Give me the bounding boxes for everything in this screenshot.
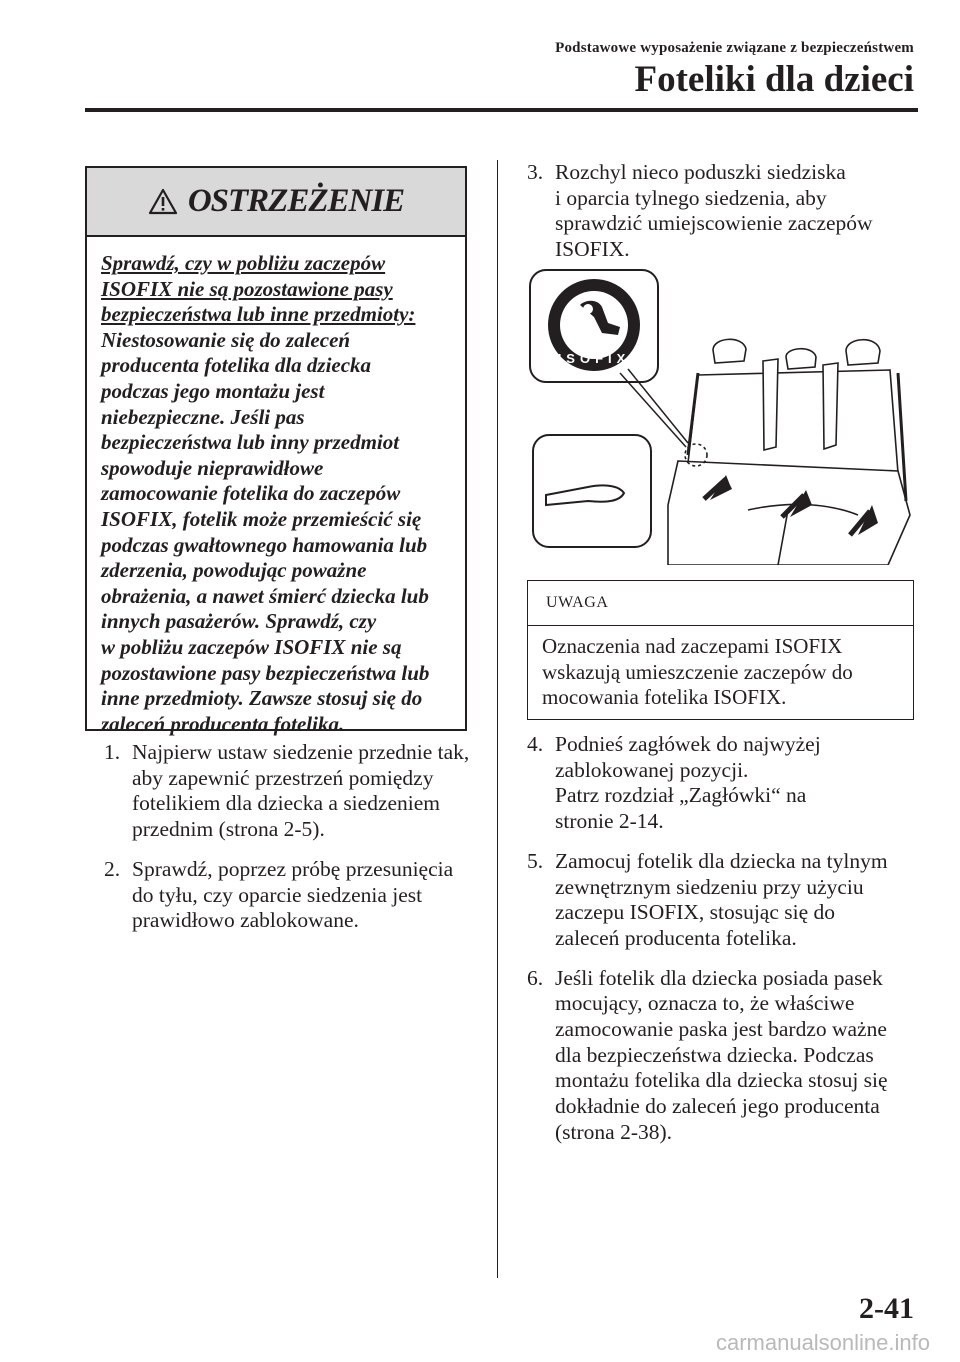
step-item xyxy=(104,740,484,843)
step-line: przednim (strona 2-5). xyxy=(132,817,325,842)
step-line: montażu fotelika dla dziecka stosuj się xyxy=(555,1068,888,1093)
step-line: zablokowanej pozycji. xyxy=(555,757,749,782)
step-number: 4. xyxy=(527,732,544,756)
step-number: 3. xyxy=(527,160,544,184)
warning-text xyxy=(87,237,465,737)
note-line: wskazują umieszczenie zaczepów do xyxy=(542,659,853,684)
section-heading: Podstawowe wyposażenie związane z bezpieczeństwem xyxy=(555,40,914,56)
watermark: carmanualsonline.info xyxy=(715,1330,930,1355)
warning-line: innych pasażerów. Sprawdź, czy xyxy=(101,609,377,634)
warning-line: podczas gwałtownego hamowania lub xyxy=(101,532,428,557)
step-line: mocujący, oznacza to, że właściwe xyxy=(555,991,855,1016)
page-number: 2-41 xyxy=(859,1292,914,1325)
note-title: UWAGA xyxy=(528,581,913,626)
step-number: 6. xyxy=(527,965,544,990)
step-line: zamocowanie paska jest bardzo ważne xyxy=(555,1017,887,1042)
warning-line: producenta fotelika dla dziecka xyxy=(101,353,372,378)
step-line: i oparcia tylnego siedzenia, aby xyxy=(555,185,827,210)
step-line: zaczepu ISOFIX, stosując się do xyxy=(555,900,836,925)
step-number: 5. xyxy=(527,848,544,873)
step-line: Podnieś zagłówek do najwyżej xyxy=(555,732,821,756)
step-item xyxy=(527,160,927,263)
step-line: Najpierw ustaw siedzenie przednie tak, xyxy=(132,740,470,764)
step-line: prawidłowo zablokowane. xyxy=(132,908,359,933)
warning-line: inne przedmioty. Zawsze stosuj się do xyxy=(101,686,423,711)
header-divider xyxy=(85,108,918,112)
isofix-symbol-text: ISOFIX xyxy=(557,351,631,366)
warning-box xyxy=(85,166,467,736)
steps-list-right-top xyxy=(527,160,927,277)
step-line: fotelikiem dla dziecka a siedzeniem xyxy=(132,791,441,816)
note-text xyxy=(528,626,913,711)
step-line: Jeśli fotelik dla dziecka posiada pasek xyxy=(555,965,883,990)
column-divider xyxy=(497,160,498,1278)
warning-line: zaleceń producenta fotelika. xyxy=(101,711,345,736)
step-line: dla bezpieczeństwa dziecka. Podczas xyxy=(555,1042,874,1067)
step-line: aby zapewnić przestrzeń pomiędzy xyxy=(132,765,434,790)
step-line: zewnętrznym siedzeniu przy użyciu xyxy=(555,874,864,899)
warning-lead-line: Sprawdź, czy w pobliżu zaczepów xyxy=(101,251,386,275)
step-line: stronie 2-14. xyxy=(555,809,664,834)
warning-line: bezpieczeństwa lub inny przedmiot xyxy=(101,430,400,455)
warning-line: zamocowanie fotelika do zaczepów xyxy=(101,481,401,506)
warning-line: pozostawione pasy bezpieczeństwa lub xyxy=(101,660,430,685)
warning-line: obrażenia, a nawet śmierć dziecka lub xyxy=(101,583,429,608)
steps-list-left xyxy=(104,740,484,948)
warning-lead-line: ISOFIX nie są pozostawione pasy xyxy=(101,276,393,301)
step-line: dokładnie do zaleceń jego producenta xyxy=(555,1094,880,1119)
step-line: Sprawdź, poprzez próbę przesunięcia xyxy=(132,856,454,881)
step-line: (strona 2-38). xyxy=(555,1119,673,1144)
step-line: zaleceń producenta fotelika. xyxy=(555,925,797,950)
rear-seat xyxy=(668,339,910,565)
warning-line: w pobliżu zaczepów ISOFIX nie są xyxy=(101,634,402,659)
step-number: 1. xyxy=(104,740,121,764)
warning-header xyxy=(87,168,465,237)
step-item xyxy=(527,732,927,835)
warning-line: spowoduje nieprawidłowe xyxy=(101,455,324,480)
warning-lead-line: bezpieczeństwa lub inne przedmioty: xyxy=(101,302,416,327)
step-line: sprawdzić umiejscowienie zaczepów xyxy=(555,211,873,236)
step-item xyxy=(527,849,927,952)
step-item xyxy=(527,966,927,1146)
warning-line: podczas jego montażu jest xyxy=(101,378,325,403)
step-line: ISOFIX. xyxy=(555,237,630,262)
step-line: do tyłu, czy oparcie siedzenia jest xyxy=(132,882,423,907)
note-line: mocowania fotelika ISOFIX. xyxy=(542,685,787,710)
page-title: Foteliki dla dzieci xyxy=(634,59,914,100)
warning-line: ISOFIX, fotelik może przemieścić się xyxy=(101,506,422,531)
isofix-seat-illustration xyxy=(528,265,918,565)
step-line: Zamocuj fotelik dla dziecka na tylnym xyxy=(555,848,888,873)
step-line: Patrz rozdział „Zagłówki“ na xyxy=(555,783,807,808)
step-line: Rozchyl nieco poduszki siedziska xyxy=(555,160,846,184)
note-line: Oznaczenia nad zaczepami ISOFIX xyxy=(542,634,843,658)
warning-title: OSTRZEŻENIE xyxy=(187,183,405,219)
warning-line: zderzenia, powodując poważne xyxy=(101,558,367,583)
warning-triangle-icon xyxy=(148,188,178,215)
steps-list-right-bottom xyxy=(527,732,927,1160)
warning-line: niebezpieczne. Jeśli pas xyxy=(101,404,305,429)
step-number: 2. xyxy=(104,856,121,881)
step-item xyxy=(104,857,484,934)
note-box xyxy=(527,580,914,720)
warning-line: Niestosowanie się do zaleceń xyxy=(101,327,351,352)
